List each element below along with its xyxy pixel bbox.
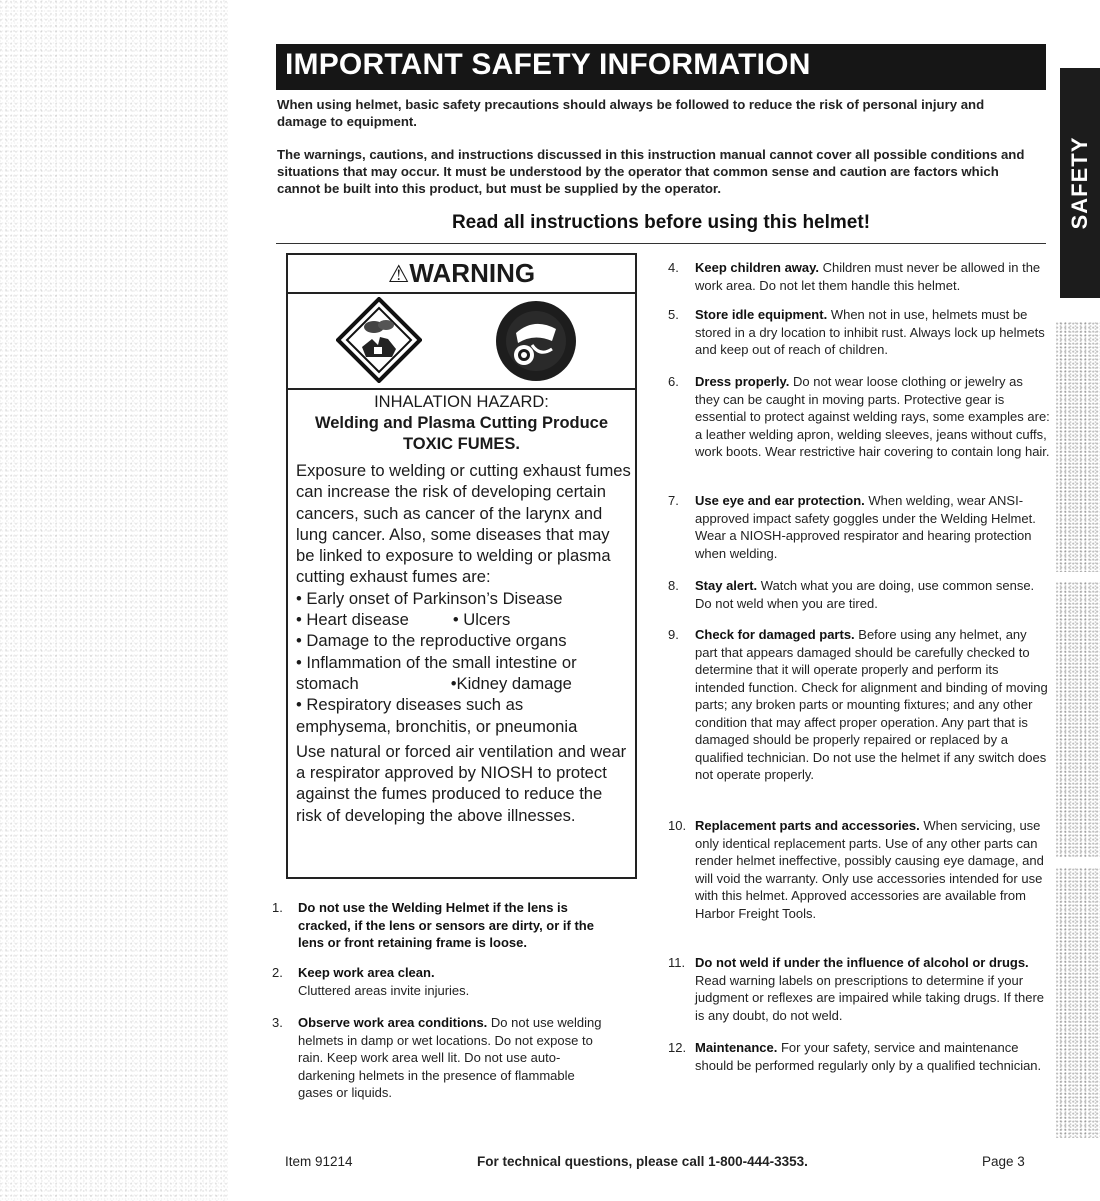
item-text bbox=[298, 899, 613, 952]
list-item bbox=[296, 673, 631, 694]
scan-noise-right bbox=[1056, 322, 1100, 572]
scan-noise-right bbox=[1056, 582, 1100, 857]
hazard-line-3: TOXIC FUMES. bbox=[402, 435, 521, 453]
item-title: Do not weld if under the influence of alcohol or drugs. bbox=[695, 955, 1029, 970]
item-text bbox=[695, 577, 1050, 612]
list-item-text: • Ulcers bbox=[452, 610, 511, 630]
item-text bbox=[695, 492, 1050, 562]
item-number: 7. bbox=[668, 493, 679, 508]
item-text bbox=[695, 626, 1050, 784]
item-body: Children must never be allowed in the work area. Do not let them handle this helmet. bbox=[695, 260, 1041, 293]
footer-item-number: Item 91214 bbox=[285, 1154, 353, 1169]
item-text bbox=[695, 373, 1050, 461]
item-title: Use eye and ear protection. bbox=[695, 493, 865, 508]
side-tab-label: SAFETY bbox=[1067, 136, 1092, 230]
item-text bbox=[695, 259, 1050, 294]
item-number: 2. bbox=[272, 965, 283, 980]
list-item: • Early onset of Parkinson’s Disease bbox=[296, 588, 563, 608]
list-item bbox=[296, 609, 631, 630]
item-number: 1. bbox=[272, 900, 283, 915]
list-item-text: •Kidney damage bbox=[450, 673, 572, 693]
item-body: Read warning labels on prescriptions to determine if your judgment or reflexes are impaired while taking drugs. If there is any doubt, do not weld. bbox=[695, 972, 1045, 1023]
section-title: IMPORTANT SAFETY INFORMATION bbox=[285, 48, 811, 81]
item-title: Keep work area clean. bbox=[298, 965, 435, 980]
item-title: Maintenance. bbox=[695, 1040, 778, 1055]
item-body: When welding, wear ANSI-approved impact safety goggles under the Welding Helmet. Wear a NIOSH-approved respirator and hearing protection when welding. bbox=[695, 493, 1036, 561]
item-number: 8. bbox=[668, 578, 679, 593]
list-item: • Inflammation of the small intestine or bbox=[296, 652, 577, 672]
item-text bbox=[298, 1014, 613, 1102]
list-item: • Damage to the reproductive organs bbox=[296, 631, 567, 651]
warning-body-text: Exposure to welding or cutting exhaust fumes can increase the risk of developing certain cancers, such as cancer of the larynx and lung cancer. Also, some diseases that may be linked to exposure to welding or plasma cutting exhaust fumes are: bbox=[296, 461, 631, 587]
item-title: Observe work area conditions. bbox=[298, 1015, 488, 1030]
read-all-heading: Read all instructions before using this helmet! bbox=[451, 212, 871, 233]
item-text bbox=[695, 306, 1050, 359]
footer-tech-support: For technical questions, please call 1-800-444-3353. bbox=[477, 1154, 808, 1169]
warning-closing-text: Use natural or forced air ventilation and wear a respirator approved by NIOSH to protect against the fumes produced to reduce the risk of developing the above illnesses. bbox=[296, 741, 627, 825]
scan-noise-left bbox=[0, 0, 228, 1201]
item-body: When servicing, use only identical replacement parts. Use of any other parts can render helmet ineffective, possibly causing eye damage, and will void the warranty. Only use accessories intended for use with this helmet. Approved accessories are available from Harbor Freight Tools. bbox=[695, 818, 1044, 921]
item-number: 4. bbox=[668, 260, 679, 275]
item-title: Stay alert. bbox=[695, 578, 758, 593]
inhalation-hazard-title bbox=[288, 392, 635, 455]
warning-label: WARNING bbox=[409, 258, 536, 288]
hazard-icons bbox=[288, 292, 635, 388]
item-number: 11. bbox=[668, 955, 686, 970]
scan-noise-right bbox=[1056, 868, 1100, 1138]
item-body: When not in use, helmets must be stored in a dry location to inhibit rust. Always lock up helmets and keep out of reach of children. bbox=[695, 307, 1045, 357]
hazard-line-2: Welding and Plasma Cutting Produce bbox=[314, 414, 609, 432]
warning-box bbox=[286, 253, 637, 879]
list-item: emphysema, bronchitis, or pneumonia bbox=[296, 716, 578, 736]
item-title: Store idle equipment. bbox=[695, 307, 828, 322]
item-body: For your safety, service and maintenance should be performed regularly only by a qualified technician. bbox=[695, 1040, 1042, 1073]
safety-side-tab bbox=[1060, 68, 1100, 298]
item-title: Keep children away. bbox=[695, 260, 820, 275]
item-body: Watch what you are doing, use common sense. Do not weld when you are tired. bbox=[695, 578, 1035, 611]
section-title-bar bbox=[276, 44, 1046, 90]
item-number: 12. bbox=[668, 1040, 687, 1055]
list-item: • Respiratory diseases such as bbox=[296, 695, 524, 715]
disease-list bbox=[296, 588, 631, 737]
item-number: 6. bbox=[668, 374, 679, 389]
item-title: Do not use the Welding Helmet if the lens is cracked, if the lens or sensors are dirty, or if the lens or front retaining frame is loose. bbox=[298, 900, 594, 950]
warning-body bbox=[296, 460, 631, 826]
intro-paragraph-1: When using helmet, basic safety precautions should always be followed to reduce the risk of personal injury and damage to equipment. bbox=[277, 97, 985, 129]
respirator-required-icon bbox=[494, 299, 578, 383]
item-number: 5. bbox=[668, 307, 679, 322]
hazard-line-1: INHALATION HAZARD: bbox=[374, 393, 549, 411]
toxic-hazard-diamond-icon bbox=[336, 297, 422, 383]
intro-paragraph-2: The warnings, cautions, and instructions discussed in this instruction manual cannot cover all possible conditions and situations that may occur. It must be understood by the operator that common sense and caution are factors which cannot be built into this product, but must be supplied by the operator. bbox=[277, 147, 1025, 196]
item-title: Dress properly. bbox=[695, 374, 790, 389]
item-title: Replacement parts and accessories. bbox=[695, 818, 920, 833]
item-body: Before using any helmet, any part that appears damaged should be carefully checked to determine that it will operate properly and perform its intended function. Check for alignment and binding of moving parts; any broken parts or mounting fixtures; and any other condition that may affect proper operation. Any part that is damaged should be properly repaired or replaced by a qualified technician. Do not use the helmet if any switch does not operate properly. bbox=[695, 627, 1048, 782]
item-number: 10. bbox=[668, 818, 687, 833]
list-item-text: • Heart disease bbox=[296, 610, 409, 630]
item-text bbox=[695, 1039, 1050, 1074]
item-text bbox=[695, 817, 1050, 922]
footer-page-number: Page 3 bbox=[982, 1154, 1025, 1169]
item-number: 9. bbox=[668, 627, 679, 642]
warning-triangle-icon: ⚠ bbox=[387, 261, 410, 288]
warning-divider bbox=[288, 388, 635, 391]
item-body: Do not use welding helmets in damp or wet locations. Do not expose to rain. Keep work area well lit. Do not use auto-darkening helmets in the presence of flammable gases or liquids. bbox=[298, 1015, 602, 1100]
item-body: Cluttered areas invite injuries. bbox=[298, 982, 470, 998]
warning-header bbox=[288, 255, 635, 294]
divider bbox=[276, 243, 1046, 244]
item-title: Check for damaged parts. bbox=[695, 627, 855, 642]
item-text bbox=[695, 954, 1050, 1024]
item-body: Do not wear loose clothing or jewelry as they can be caught in moving parts. Protective gear is essential to protect against welding rays, some examples are: a leather welding apron, welding sleeves, jeans without cuffs, work boots. Wear restrictive hair covering to contain long hair. bbox=[695, 374, 1050, 459]
item-number: 3. bbox=[272, 1015, 283, 1030]
list-item-text: stomach bbox=[296, 673, 359, 693]
item-text bbox=[298, 964, 613, 999]
